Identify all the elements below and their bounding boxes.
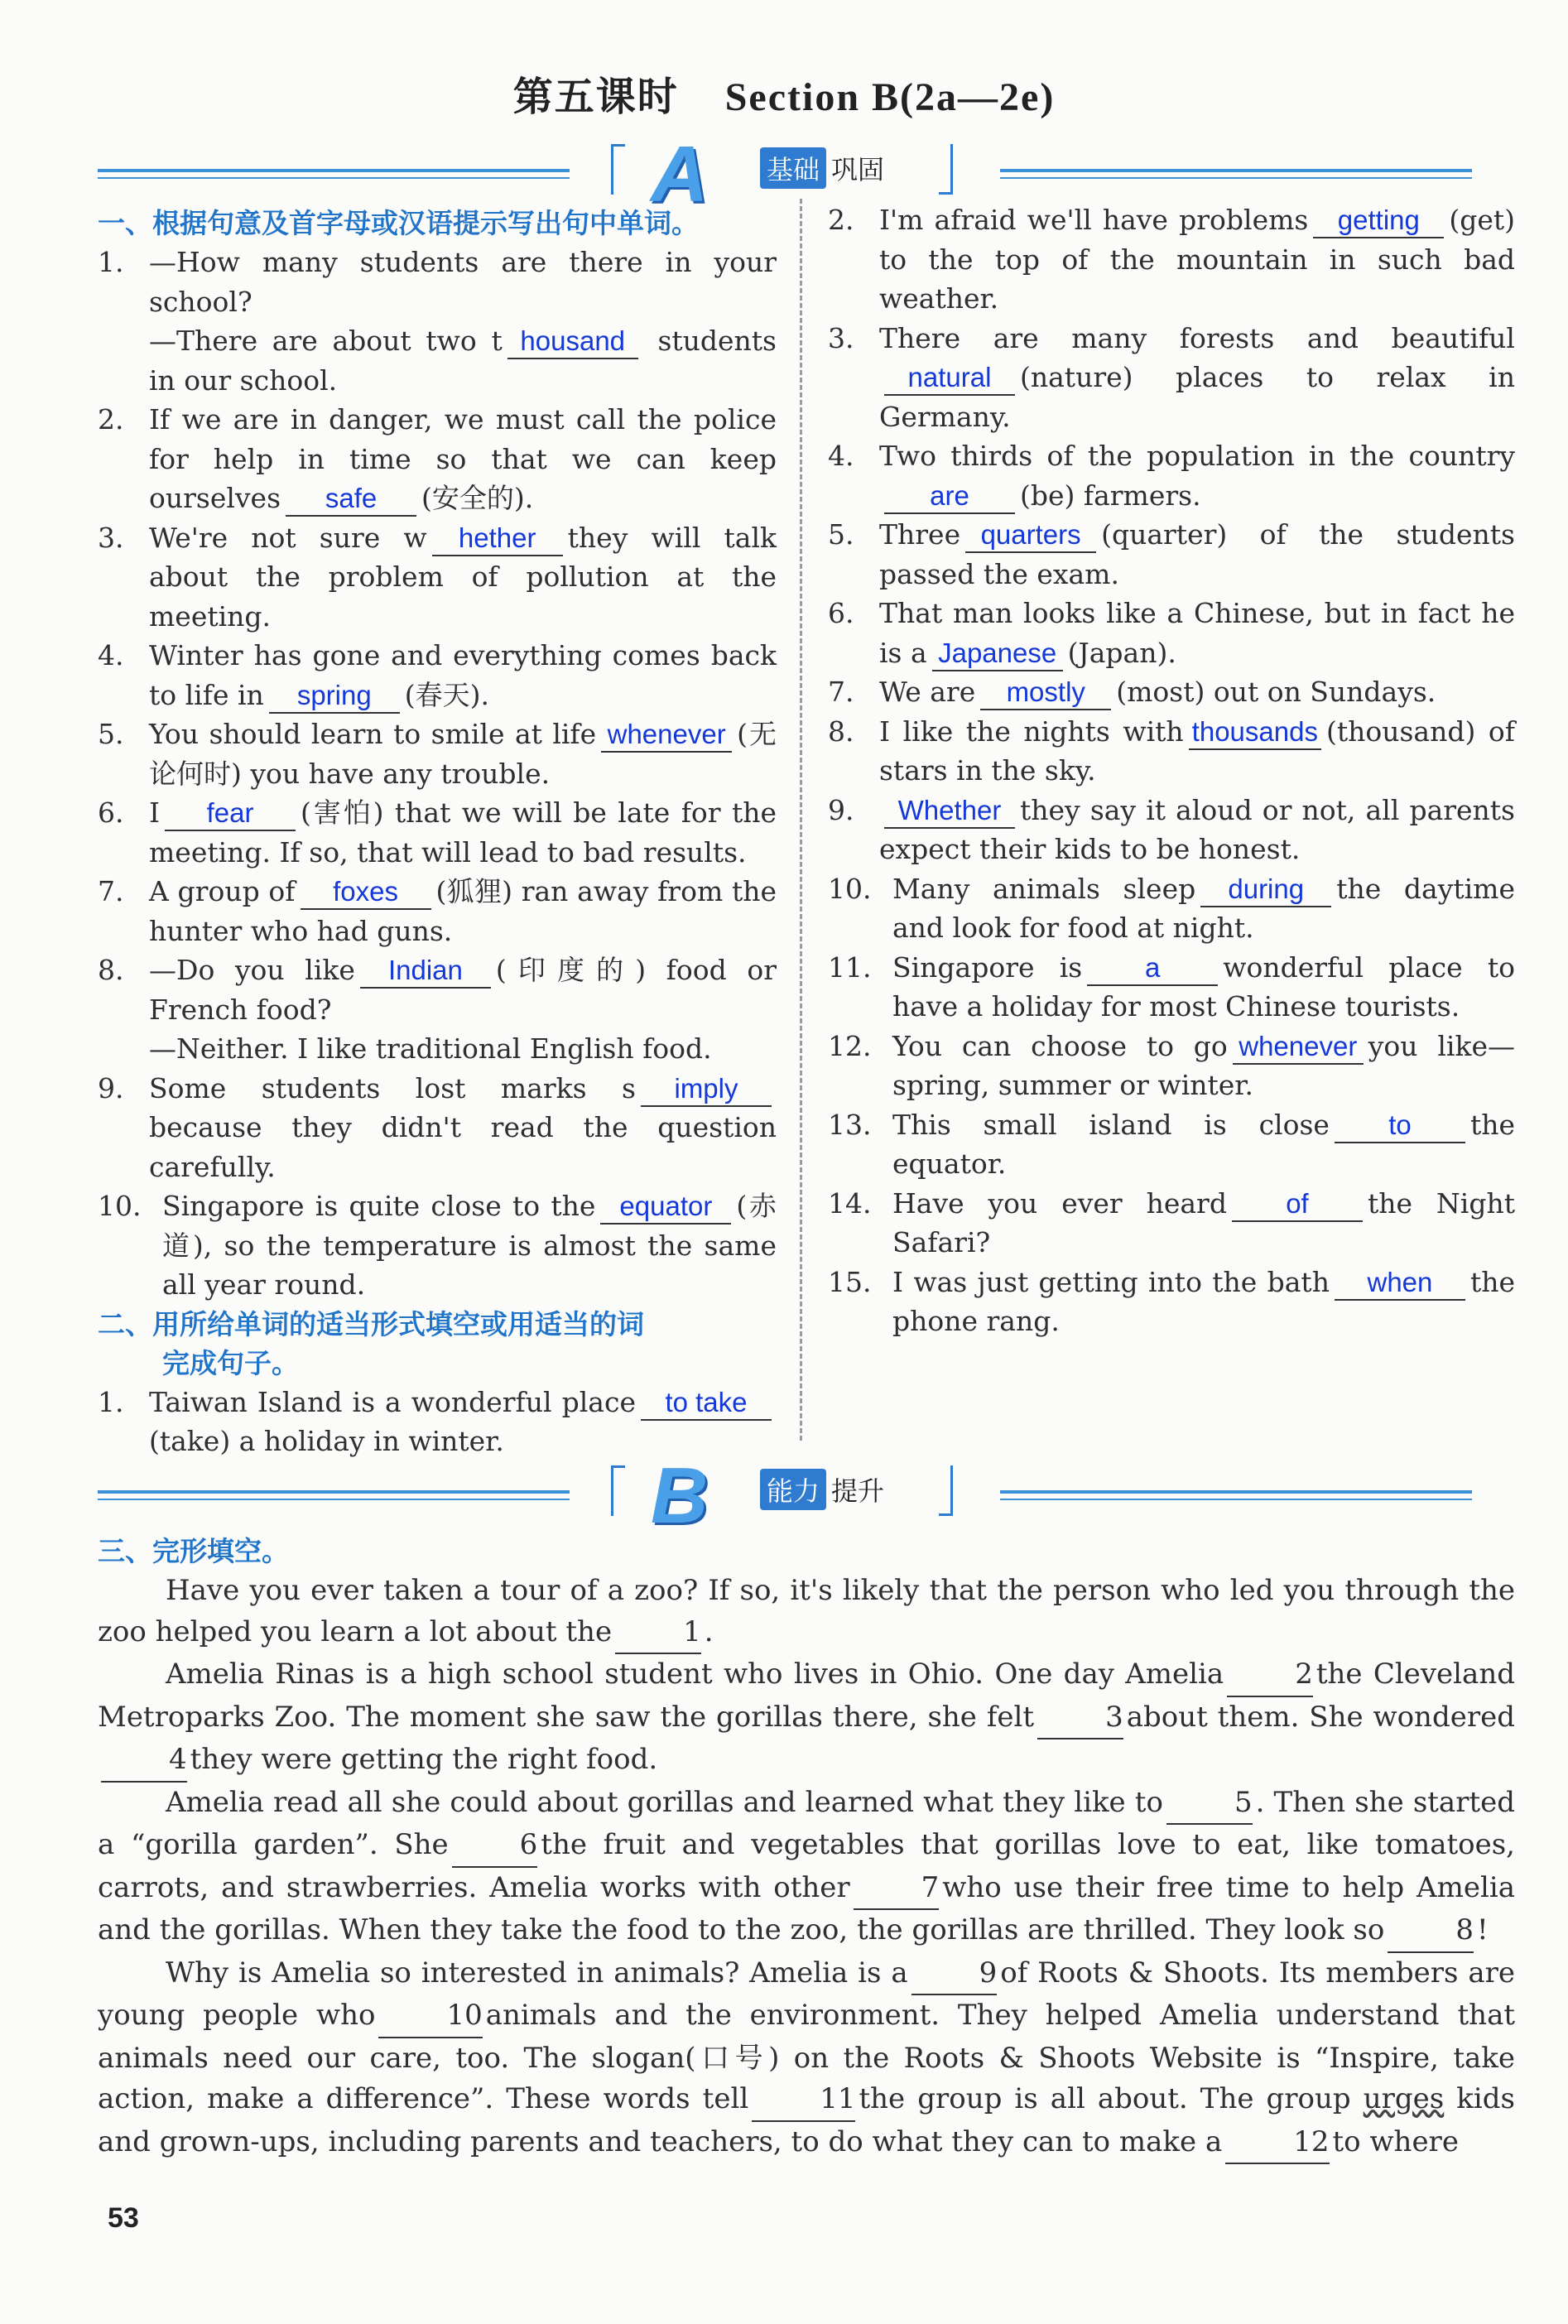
tag-consolidate: 巩固 [831, 154, 885, 185]
answer-field[interactable]: quarters [965, 518, 1096, 553]
page-number: 53 [108, 2202, 139, 2234]
answer-field[interactable]: equator [600, 1190, 731, 1225]
p2-item-1: 1. Taiwan Island is a wonderful place to take(take) a holiday in winter. [98, 1383, 777, 1461]
p1-item-3: 3. We're not sure w hether they will talk about the problem of pollution at the meeting. [98, 521, 777, 633]
p2-item-14: 14. Have you ever heard of the Night Safari? [828, 1186, 1515, 1258]
p1-item-10: 10. Singapore is quite close to the equator (赤道), so the temperature is almost the same all year round. [98, 1190, 777, 1301]
answer-field[interactable]: Whether [884, 794, 1015, 829]
tag-basic: 基础 [760, 147, 826, 189]
blank-2[interactable]: 2 [1227, 1654, 1313, 1697]
answer-field[interactable]: are [884, 479, 1015, 514]
answer-field[interactable]: whenever [601, 718, 732, 753]
blank-11[interactable]: 11 [752, 2079, 855, 2122]
banner-tag [760, 147, 884, 189]
section-label: Section B(2a—2e) [724, 75, 1056, 119]
bracket-left [611, 144, 625, 195]
blank-3[interactable]: 3 [1037, 1697, 1123, 1740]
bracket-left [611, 1465, 625, 1516]
part3-heading: 三、完形填空。 [98, 1535, 289, 1567]
answer-field[interactable]: foxes [301, 875, 431, 910]
p2-item-15: 15. I was just getting into the bath when the phone rang. [828, 1265, 1515, 1337]
part1-heading: 一、根据句意及首字母或汉语提示写出句中单词。 [98, 207, 699, 239]
blank-9[interactable]: 9 [911, 1953, 998, 1996]
blank-4[interactable]: 4 [101, 1739, 187, 1783]
banner-advanced [98, 1451, 1472, 1540]
p1-item-7: 7. A group of foxes (狐狸) ran away from the hunter who had guns. [98, 875, 777, 947]
blank-10[interactable]: 10 [378, 1995, 482, 2038]
p2-item-3: 3. There are many forests and beautifulnatural (nature) places to relax in Germany. [828, 321, 1515, 433]
paragraph-4: Why is Amelia so interested in animals? Amelia is a 9 of Roots & Shoots. Its members are young people who 10 animals and the environment. They helped Amelia understand that animals need our care, too. The slogan(口号) on the Roots & Shoots Website is “Inspire, take action, make a difference”. These words tell 11 the group is all about. The group urges kids and grown-ups, including parents and teachers, to do what they can to make a 12 to where [98, 1953, 1515, 2165]
tag-improve: 提升 [831, 1475, 885, 1507]
answer-field[interactable]: mostly [980, 676, 1111, 710]
answer-field[interactable]: a [1087, 951, 1218, 986]
left-column [98, 204, 777, 1461]
p2-item-11: 11. Singapore is a wonderful place to have a holiday for most Chinese tourists. [828, 950, 1515, 1022]
p2-item-2: 2. I'm afraid we'll have problems getting (get) to the top of the mountain in such bad weather. [828, 204, 1515, 315]
p2-item-8: 8. I like the nights with thousands (thousand) of stars in the sky. [828, 715, 1515, 787]
blank-1[interactable]: 1 [615, 1612, 701, 1655]
p2-item-12: 12. You can choose to go whenever you like—spring, summer or winter. [828, 1029, 1515, 1101]
p1-item-9: 9. Some students lost marks s implybecause they didn't read the question carefully. [98, 1071, 777, 1183]
answer-field[interactable]: when [1335, 1266, 1465, 1301]
answer-field[interactable]: Japanese [932, 637, 1063, 671]
p2-item-4: 4. Two thirds of the population in the countryare (be) farmers. [828, 436, 1515, 515]
p2-item-13: 13. This small island is close to the equator. [828, 1108, 1515, 1180]
p2-item-7: 7. We are mostly (most) out on Sundays. [828, 672, 1515, 712]
blank-7[interactable]: 7 [854, 1868, 940, 1911]
answer-field[interactable]: getting [1313, 204, 1444, 238]
paragraph-2: Amelia Rinas is a high school student who lives in Ohio. One day Amelia 2 the Cleveland Metroparks Zoo. The moment she saw the gorillas there, she felt 3 about them. She wondered4 they were getting the right food. [98, 1654, 1515, 1783]
blank-8[interactable]: 8 [1388, 1910, 1474, 1953]
banner-tag [760, 1469, 884, 1510]
answer-field[interactable]: housand [507, 325, 638, 359]
level-a-icon: A [651, 130, 709, 219]
answer-field[interactable]: hether [432, 522, 563, 556]
p2-item-10: 10. Many animals sleep during the daytime and look for food at night. [828, 872, 1515, 944]
p1-item-1: 1. —How many students are there in your school? —There are about two t housand students in our school. [98, 246, 777, 397]
p2-item-9: 9. Whether they say it aloud or not, all parents expect their kids to be honest. [828, 793, 1515, 865]
answer-field[interactable]: Indian [360, 954, 491, 989]
column-divider [800, 199, 802, 1441]
page-title [0, 65, 1568, 122]
lesson-label: 第五课时 [512, 74, 679, 120]
p2-item-5: 5. Three quarters (quarter) of the students passed the exam. [828, 518, 1515, 590]
paragraph-3: Amelia read all she could about gorillas and learned what they like to 5 . Then she started a “gorilla garden”. She 6 the fruit and vegetables that gorillas love to eat, like tomatoes, carrots, and strawberries. Amelia works with other 7 who use their free time to help Amelia and the gorillas. When they take the food to the zoo, the gorillas are thrilled. They look so 8 ! [98, 1783, 1515, 1953]
answer-field[interactable]: of [1232, 1187, 1363, 1222]
p1-item-4: 4. Winter has gone and everything comes back to life in spring (春天). [98, 636, 777, 715]
banner-rule-left [98, 1490, 570, 1500]
banner-rule-left [98, 169, 570, 179]
answer-field[interactable]: imply [641, 1072, 772, 1107]
p1-item-5: 5. You should learn to smile at life whenever (无论何时) you have any trouble. [98, 718, 777, 790]
answer-field[interactable]: during [1200, 873, 1331, 907]
banner-rule-right [1000, 1490, 1472, 1500]
bracket-right [939, 144, 953, 195]
answer-field[interactable]: thousands [1189, 715, 1321, 750]
cloze-passage [98, 1532, 1515, 2164]
wavy-underlined-word: urges [1363, 2082, 1445, 2115]
p2-item-6: 6. That man looks like a Chinese, but in fact he is a Japanese (Japan). [828, 594, 1515, 672]
answer-field[interactable]: fear [165, 796, 296, 831]
banner-basic [98, 130, 1472, 219]
tag-ability: 能力 [760, 1469, 826, 1510]
p1-item-8: 8. —Do you like Indian (印度的) food or French food? —Neither. I like traditional English food. [98, 954, 777, 1065]
level-b-icon: B [651, 1451, 709, 1540]
banner-rule-right [1000, 169, 1472, 179]
answer-field[interactable]: whenever [1233, 1030, 1364, 1065]
bracket-right [939, 1465, 953, 1516]
blank-6[interactable]: 6 [452, 1825, 538, 1868]
right-column [828, 200, 1515, 1341]
blank-12[interactable]: 12 [1225, 2122, 1329, 2165]
p1-item-6: 6. I fear (害怕) that we will be late for the meeting. If so, that will lead to bad results. [98, 796, 777, 868]
answer-field[interactable]: natural [884, 361, 1015, 396]
answer-field[interactable]: to [1335, 1109, 1465, 1143]
answer-field[interactable]: to take [641, 1386, 772, 1421]
answer-field[interactable]: safe [286, 482, 416, 517]
part2-heading: 二、用所给单词的适当形式填空或用适当的词 完成句子。 [98, 1307, 644, 1379]
answer-field[interactable]: spring [269, 679, 400, 714]
blank-5[interactable]: 5 [1166, 1783, 1253, 1826]
paragraph-1: Have you ever taken a tour of a zoo? If so, it's likely that the person who led you through the zoo helped you learn a lot about the 1 . [98, 1571, 1515, 1654]
p1-item-2: 2. If we are in danger, we must call the police for help in time so that we can keep ourselves safe (安全的). [98, 400, 777, 518]
